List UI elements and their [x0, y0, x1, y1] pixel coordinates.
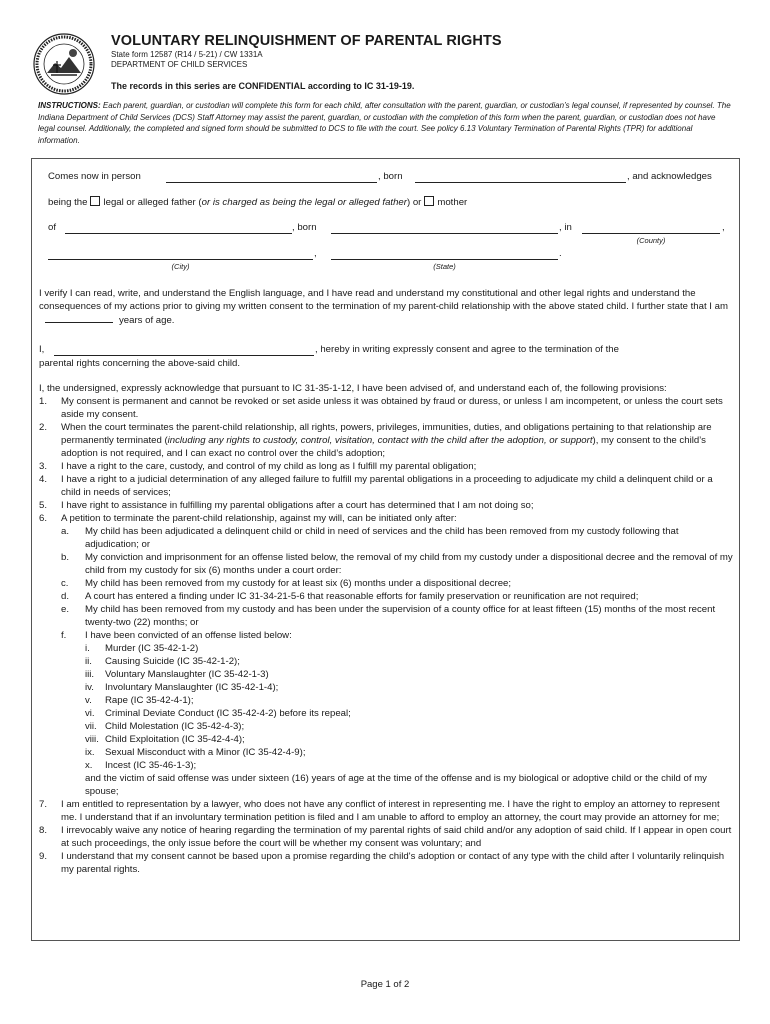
verify-paragraph: [39, 287, 733, 327]
father-label: legal or alleged father (: [103, 197, 202, 208]
offense-number: x.: [85, 760, 93, 771]
provision-item: [39, 499, 733, 512]
offense-number: viii.: [85, 734, 99, 745]
sub-item: [39, 590, 733, 603]
offense-text: Voluntary Manslaughter (IC 35-42-1-3): [105, 669, 269, 680]
city-field[interactable]: [48, 259, 313, 260]
consent-text-2: parental rights concerning the above-said child.: [39, 358, 241, 369]
consent-name-field[interactable]: [54, 355, 314, 356]
offense-item: [39, 707, 733, 720]
provision-item: [39, 798, 733, 824]
provision-item: [39, 395, 733, 421]
provision-number: 5.: [39, 500, 48, 511]
offense-item: [39, 642, 733, 655]
provision-item: [39, 512, 733, 525]
sub-item-letter: a.: [61, 526, 70, 537]
provision-number: 8.: [39, 825, 48, 836]
city-comma: ,: [314, 248, 317, 259]
county-caption: (County): [636, 236, 666, 245]
offense-item: [39, 668, 733, 681]
sub-item: [39, 551, 733, 577]
county-field[interactable]: [582, 233, 720, 234]
provision-number: 4.: [39, 474, 48, 485]
provision-text: When the court terminates the parent-child relationship, all rights, powers, privileges, immunities, duties, and obligations pertaining to that relationship are permanently terminated (: [61, 422, 712, 446]
sub-item-letter: f.: [61, 630, 67, 641]
page-number: Page 1 of 2: [360, 979, 410, 990]
state-seal-icon: [33, 33, 95, 95]
provision-item: [39, 824, 733, 850]
form-header: [111, 33, 731, 70]
or-label: ) or: [406, 197, 422, 208]
provision-text: I am entitled to representation by a lawyer, who does not have any conflict of interest in representing me. I have the right to employ an attorney to represent me. I understand that if an involuntary termination petition is filed and I am unable to afford to employ an attorney, the court may provide an attorney for me;: [61, 799, 720, 823]
sub-item: [39, 603, 733, 629]
provision-text: I irrevocably waive any notice of hearing regarding the termination of my parental rights of said child and/or any adoption of said child. If I appear in open court at such proceedings, the only issue before the court will be whether my consent was voluntary; and: [61, 825, 732, 849]
offense-text: Sexual Misconduct with a Minor (IC 35-42-4-9);: [105, 747, 306, 758]
sub-item: [39, 525, 733, 551]
age-label: years of age.: [119, 315, 175, 326]
sub-item-text: My child has been removed from my custody and has been under the supervision of a county office for at least fifteen (15) months of the most recent twenty-two (22) months; or: [85, 604, 716, 628]
sub-item-text: My child has been adjudicated a delinquent child or child in need of services and the child has been removed from my custody following that adjudication; or: [85, 526, 679, 550]
provision-number: 9.: [39, 851, 48, 862]
offense-item: [39, 655, 733, 668]
offense-text: Child Exploitation (IC 35-42-4-4);: [105, 734, 245, 745]
parent-birthdate-field[interactable]: [415, 182, 626, 183]
offense-text: Murder (IC 35-42-1-2): [105, 643, 199, 654]
provision-text-italic: including any rights to custody, control, visitation, contact with the child after the adoption, or support: [167, 435, 593, 446]
provision-text: My consent is permanent and cannot be revoked or set aside unless it was obtained by fraud or duress, or unless I am incompetent, or unless the court sets aside my consent.: [61, 396, 723, 420]
sub-item: [39, 577, 733, 590]
acknowledges-label: , and acknowledges: [627, 171, 712, 182]
born-label: , born: [378, 171, 403, 182]
offense-item: [39, 681, 733, 694]
state-field[interactable]: [331, 259, 558, 260]
provision-text: I have a right to the care, custody, and control of my child as long as I fulfill my parental obligation;: [61, 461, 477, 472]
offense-number: i.: [85, 643, 90, 654]
provision-number: 6.: [39, 513, 48, 524]
state-caption: (State): [433, 262, 456, 271]
offense-text: Rape (IC 35-42-4-1);: [105, 695, 194, 706]
age-field[interactable]: [45, 313, 113, 323]
child-born-label: , born: [292, 222, 317, 233]
provision-number: 3.: [39, 461, 48, 472]
provision-item: [39, 421, 733, 460]
offense-item: [39, 733, 733, 746]
instructions: [38, 100, 732, 146]
provisions-list: [39, 382, 733, 876]
offense-number: iii.: [85, 669, 95, 680]
sub-item-text: My conviction and imprisonment for an offense listed below, the removal of my child from my custody under a dispositional decree and the removal of my child from my custody for six (6) months under a court order:: [85, 552, 733, 576]
offense-text: Child Molestation (IC 35-42-4-3);: [105, 721, 245, 732]
in-label: , in: [559, 222, 572, 233]
sub-item-letter: e.: [61, 604, 70, 615]
sub-item-letter: c.: [61, 578, 69, 589]
charged-father-label: or is charged as being the legal or alleged father: [201, 197, 407, 208]
form-id: State form 12587 (R14 / 5-21) / CW 1331A: [111, 50, 263, 59]
provision-item: [39, 850, 733, 876]
father-checkbox[interactable]: [90, 196, 100, 206]
child-name-field[interactable]: [65, 233, 292, 234]
consent-text: , hereby in writing expressly consent and agree to the termination of the: [315, 344, 619, 355]
parent-name-field[interactable]: [166, 182, 377, 183]
instructions-label: INSTRUCTIONS:: [38, 101, 101, 110]
offense-number: vi.: [85, 708, 95, 719]
offense-number: v.: [85, 695, 92, 706]
state-period: .: [559, 248, 562, 259]
comes-now-label: Comes now in person: [48, 171, 141, 182]
sub-item: [39, 629, 733, 642]
offense-item: [39, 746, 733, 759]
offense-text: Causing Suicide (IC 35-42-1-2);: [105, 656, 240, 667]
provision-text: A petition to terminate the parent-child relationship, against my will, can be initiated only after:: [61, 513, 457, 524]
offense-item: [39, 759, 733, 772]
offense-number: ii.: [85, 656, 92, 667]
provision-number: 7.: [39, 799, 48, 810]
mother-label: mother: [437, 197, 468, 208]
sub-item-letter: b.: [61, 552, 70, 563]
instructions-text: Each parent, guardian, or custodian will complete this form for each child, after consultation with the parent, guardian, or custodian’s legal counsel, if represented by counsel. The Indiana Department of Child Services (DCS) Staff Attorney may assist the parent, guardian, or custodian with the completion of this form when the parent, guardian, or custodian does not have legal counsel. Additionally, the completed and signed form should be submitted to DCS to file with the court. See policy 6.13 Voluntary Termination of Parental Rights (TPR) for additional information.: [38, 101, 731, 145]
provision-text: I have a right to a judicial determination of any alleged failure to fulfill my parental obligations in a proceeding to adjudicate my child a delinquent child or a child in needs of services;: [61, 474, 713, 498]
provision-text: I understand that my consent cannot be based upon a promise regarding the child's adoption or contact of any type with the child after I voluntarily relinquish my parental rights.: [61, 851, 725, 875]
victim-clause: and the victim of said offense was under sixteen (16) years of age at the time of the offense and is my biological or adoptive child or the child of my spouse;: [85, 773, 707, 797]
sub-item-text: A court has entered a finding under IC 31-34-21-5-6 that reasonable efforts for family preservation or reunification are not required;: [85, 591, 639, 602]
acknowledgement-text: I, the undersigned, expressly acknowledge that pursuant to IC 31-35-1-12, I have been advised of, and understand each of, the following provisions:: [39, 383, 667, 394]
form-title: VOLUNTARY RELINQUISHMENT OF PARENTAL RIGHTS: [111, 33, 502, 49]
offense-item: [39, 720, 733, 733]
department-name: DEPARTMENT OF CHILD SERVICES: [111, 60, 248, 69]
offense-number: iv.: [85, 682, 94, 693]
provision-text: ), my consent to the child’s adoption is not required, and I can exact no control over the child’s adoption;: [61, 435, 706, 459]
offense-item: [39, 694, 733, 707]
city-caption: (City): [171, 262, 190, 271]
provision-number: 1.: [39, 396, 48, 407]
of-label: of: [48, 222, 57, 233]
provision-item: [39, 460, 733, 473]
offense-text: Involuntary Manslaughter (IC 35-42-1-4);: [105, 682, 279, 693]
mother-checkbox[interactable]: [424, 196, 434, 206]
offense-number: vii.: [85, 721, 97, 732]
verify-text: I verify I can read, write, and understand the English language, and I have read and understand my constitutional and other legal rights and understand the consequences of my actions prior to giving my written consent to the termination of my parent-child relationship with the above stated child. I further state that I am: [39, 288, 728, 312]
relationship-line: [48, 196, 467, 209]
sub-item-text: I have been convicted of an offense listed below:: [85, 630, 292, 641]
provision-number: 2.: [39, 422, 48, 433]
offense-number: ix.: [85, 747, 95, 758]
offense-text: Criminal Deviate Conduct (IC 35-42-4-2) before its repeal;: [105, 708, 351, 719]
provision-text: I have right to assistance in fulfilling my parental obligations after a court has determined that I am not doing so;: [61, 500, 534, 511]
sub-item-letter: d.: [61, 591, 70, 602]
county-comma: ,: [722, 222, 725, 233]
being-the-label: being the: [48, 197, 88, 208]
consent-i-label: I,: [39, 344, 45, 355]
offense-text: Incest (IC 35-46-1-3);: [105, 760, 197, 771]
sub-item-text: My child has been removed from my custody for at least six (6) months under a dispositional decree;: [85, 578, 512, 589]
confidential-notice: The records in this series are CONFIDENTIAL according to IC 31-19-19.: [111, 81, 415, 91]
provision-item: [39, 473, 733, 499]
child-birthdate-field[interactable]: [331, 233, 558, 234]
